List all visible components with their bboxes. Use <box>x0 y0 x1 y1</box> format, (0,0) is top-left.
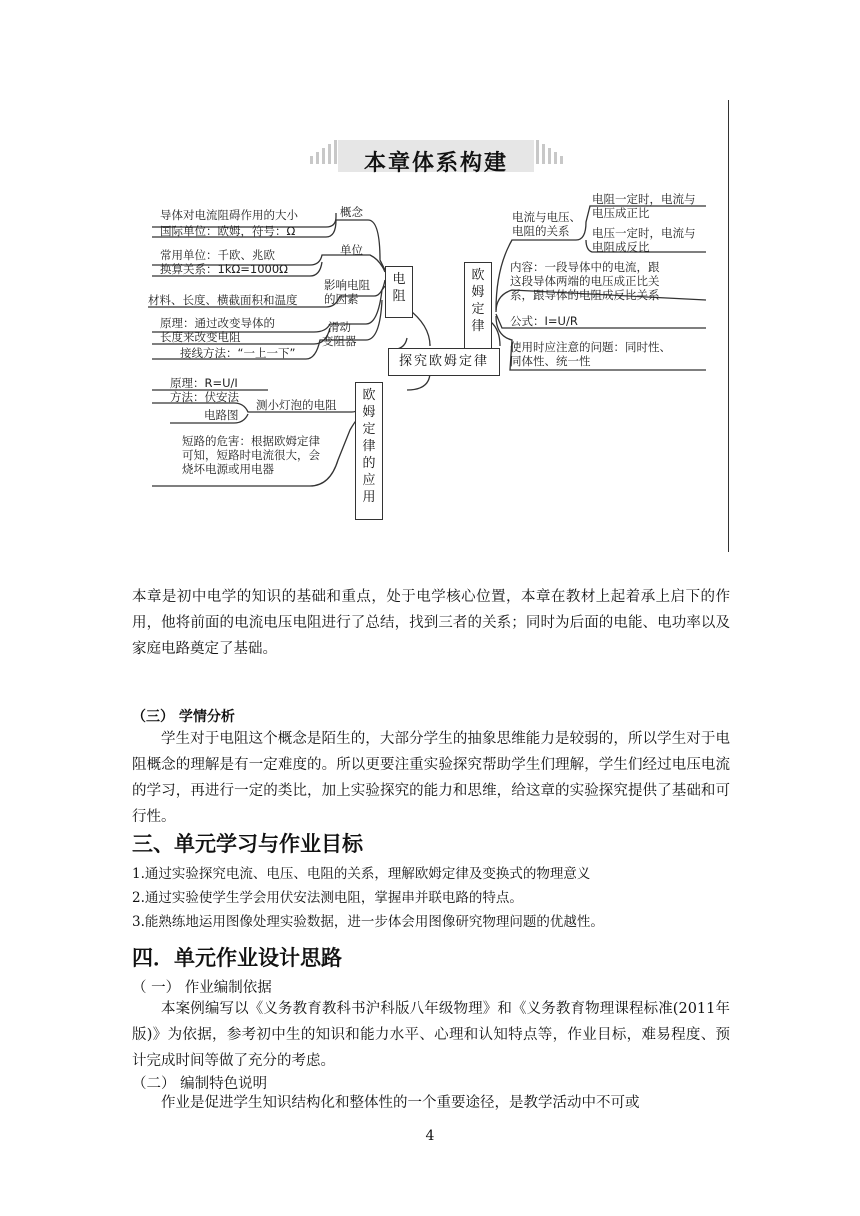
notes-line-2: 同体性、统一性 <box>510 354 591 368</box>
short-line-2: 可知，短路时电流很大，会 <box>182 448 320 462</box>
rheostat-line-2: 长度来改变电阻 <box>160 330 241 344</box>
u-const-line-2: 电阻成反比 <box>592 240 650 254</box>
goal-item-3: 3.能熟练地运用图像处理实验数据，进一步体会用图像研究物理问题的优越性。 <box>132 914 604 930</box>
rheostat-label-2: 变阻器 <box>322 334 357 348</box>
ohm-law-box: 欧 姆 定 律 <box>464 262 492 350</box>
content-line-2: 这段导体两端的电压成正比关 <box>510 274 660 288</box>
section-3-heading: （三） 学情分析 <box>132 709 235 725</box>
factor-label-1: 影响电阻 <box>324 278 370 292</box>
unit-label: 单位 <box>340 243 363 257</box>
section-3-paragraph: 学生对于电阻这个概念是陌生的，大部分学生的抽象思维能力是较弱的，所以学生对于电阻概念的理解是有一定难度的。所以更要注重实验探究帮助学生们理解，学生们经过电压电流的学习，再进行一定的类比，加上实验探究的能力和思维，给这章的实验探究提供了基础和可行性。 <box>132 731 730 825</box>
notes-line-1: 使用时应注意的问题：同时性、 <box>510 340 671 354</box>
lamp-line-2: 方法：伏安法 <box>170 390 239 404</box>
relation-line-1: 电流与电压、 <box>512 210 581 224</box>
relation-line-2: 电阻的关系 <box>512 224 570 238</box>
rheostat-line-1: 原理：通过改变导体的 <box>160 316 275 330</box>
chapter-4-heading: 四．单元作业设计思路 <box>132 946 342 970</box>
concept-line-1: 导体对电流阻碍作用的大小 <box>160 208 298 222</box>
chapter-3-heading: 三、单元学习与作业目标 <box>132 832 363 856</box>
u-const-line-1: 电压一定时，电流与 <box>592 226 696 240</box>
chapter-4-paragraph-1: 本案例编写以《义务教育教科书沪科版八年级物理》和《义务教育物理课程标准(2011年版)》为依据，参考初中生的知识和能力水平、心理和认知特点等，作业目标，难易程度、预计完成时间等做了充分的考虑。 <box>132 1001 730 1069</box>
intro-paragraph: 本章是初中电学的知识的基础和重点，处于电学核心位置，本章在教材上起着承上启下的作用，他将前面的电流电压电阻进行了总结，找到三者的关系；同时为后面的电能、电功率以及家庭电路奠定了基础。 <box>132 589 730 657</box>
concept-line-2: 国际单位：欧姆，符号：Ω <box>160 224 296 238</box>
ohm-application-box: 欧 姆 定 律 的 应 用 <box>355 382 383 520</box>
resistance-box: 电 阻 <box>385 266 413 318</box>
page-number: 4 <box>425 1128 435 1144</box>
factor-label-2: 的因素 <box>324 292 359 306</box>
lamp-line-1: 原理：R=U/I <box>170 376 238 390</box>
content-line-1: 内容：一段导体中的电流，跟 <box>510 260 660 274</box>
content-line-3: 系，跟导体的电阻成反比关系 <box>510 288 660 302</box>
formula-text: 公式：I=U/R <box>510 314 578 328</box>
central-topic-box: 探究欧姆定律 <box>388 348 500 376</box>
goal-item-1: 1.通过实验探究电流、电压、电阻的关系，理解欧姆定律及变换式的物理意义 <box>132 866 591 882</box>
r-const-line-1: 电阻一定时，电流与 <box>592 192 696 206</box>
chapter-4-sub-1: （ 一） 作业编制依据 <box>132 980 272 996</box>
mind-map-figure <box>130 100 729 552</box>
chapter-4-paragraph-2: 作业是促进学生知识结构化和整体性的一个重要途径，是教学活动中不可或 <box>161 1095 640 1111</box>
mind-map-title: 本章体系构建 <box>363 151 508 176</box>
short-line-3: 烧坏电源或用电器 <box>182 462 274 476</box>
short-line-1: 短路的危害：根据欧姆定律 <box>182 434 320 448</box>
r-const-line-2: 电压成正比 <box>592 206 650 220</box>
chapter-4-sub-2: （二） 编制特色说明 <box>132 1076 268 1092</box>
lamp-label: 测小灯泡的电阻 <box>256 398 337 412</box>
unit-line-2: 换算关系：1kΩ=1000Ω <box>160 262 288 276</box>
unit-line-1: 常用单位：千欧、兆欧 <box>160 248 275 262</box>
factor-text: 材料、长度、横截面积和温度 <box>148 293 298 307</box>
concept-label: 概念 <box>340 205 363 219</box>
rheostat-label-1: 滑动 <box>328 320 351 334</box>
goal-item-2: 2.通过实验使学生学会用伏安法测电阻，掌握串并联电路的特点。 <box>132 890 523 906</box>
rheostat-line-3: 接线方法：“一上一下” <box>180 346 296 360</box>
lamp-line-3: 电路图 <box>204 408 239 422</box>
